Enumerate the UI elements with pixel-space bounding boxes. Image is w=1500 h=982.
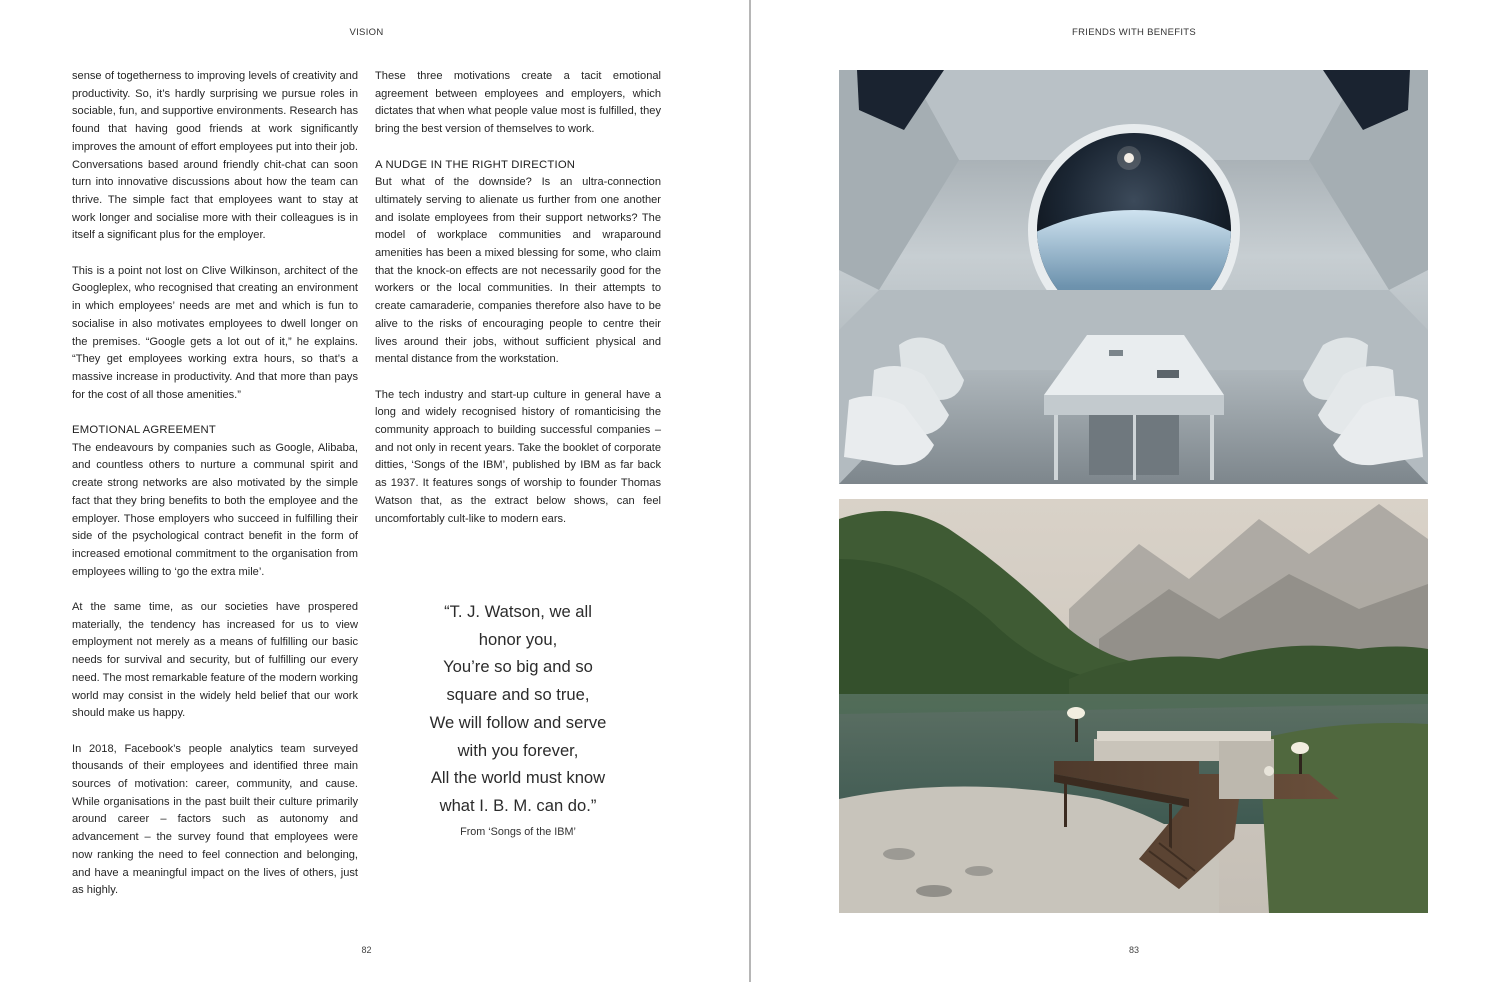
quote-line: “T. J. Watson, we all bbox=[444, 602, 592, 621]
paragraph: The tech industry and start-up culture in general have a long and widely recognised history of romanticising the community approach to building successful companies – and not only in recent years. Take the booklet of corporate ditties, ‘Songs of the IBM’, published by IBM as far back as 1937. It features songs of worship to founder Thomas Watson that, as the extract below shows, can feel uncomfortably cult-like to modern ears. bbox=[375, 388, 661, 525]
pull-quote bbox=[375, 598, 661, 840]
page-number-left: 82 bbox=[361, 945, 372, 955]
quote-line: honor you, bbox=[478, 629, 558, 649]
paragraph: These three motivations create a tacit emotional agreement between employees and employers, which dictates that when what people value most is fulfilled, they bring the best version of themselves to work. bbox=[375, 70, 661, 136]
paragraph: At the same time, as our societies have prospered materially, the tendency has increased for us to view employment not merely as a means of fulfilling our basic needs for survival and security, but of fulfilling our every need. The most remarkable feature of the modern working world may consist in the widely held belief that our work should make us happy. bbox=[72, 601, 358, 720]
quote-line: All the world must know bbox=[430, 768, 606, 788]
quote-line: We will follow and serve bbox=[429, 712, 607, 732]
quote-source: From ‘Songs of the IBM’ bbox=[460, 825, 576, 838]
section-heading: EMOTIONAL AGREEMENT bbox=[72, 424, 216, 437]
paragraph: The endeavours by companies such as Google, Alibaba, and countless others to nurture a communal spirit and create strong networks are also motivated by the simple fact that they bring benefits to both the employee and the employer. Those employers who succeed in fulfilling their side of the psychological contract benefit in the form of increased emotional commitment to the organisation from employees willing to ‘go the extra mile’. bbox=[72, 441, 358, 578]
quote-line: what I. B. M. can do.” bbox=[439, 795, 597, 815]
paragraph: sense of togetherness to improving levels of creativity and productivity. So, it’s hardly surprising we pursue roles in sociable, fun, and supportive environments. Research has found that having good friends at work significantly improves the amount of effort employees put into their job. Conversations based around friendly chit-chat can soon turn into innovative discussions about how the team can thrive. The simple fact that employees want to stay at work longer and socialise more with their colleagues is in itself a significant plus for the employer. bbox=[72, 70, 358, 242]
paragraph: But what of the downside? Is an ultra-connection ultimately serving to alienate us further from one another and isolate employees from their support networks? The model of workplace communities and wraparound amenities has been a mixed blessing for some, who claim that the knock-on effects are not necessarily good for the workers or the local communities. In their attempts to create camaraderie, companies therefore also have to be alive to the risks of encouraging people to centre their lives around their jobs, without sufficient physical and mental distance from the workstation. bbox=[375, 176, 661, 366]
left-page bbox=[0, 0, 749, 982]
quote-line: with you forever, bbox=[457, 740, 579, 760]
quote-line: square and so true, bbox=[446, 685, 590, 705]
text-column-1 bbox=[72, 68, 358, 918]
running-head-right: FRIENDS WITH BENEFITS bbox=[1072, 27, 1196, 38]
text-column-2 bbox=[375, 68, 661, 546]
paragraph: In 2018, Facebook’s people analytics team surveyed thousands of their employees and identified three main sources of motivation: career, community, and cause. While organisations in the past built their culture primarily around career – factors such as autonomy and advancement – the survey found that employees were now ranking the need to feel connection and belonging, and have a meaningful impact on the lives of others, just as highly. bbox=[72, 742, 358, 897]
page-number-right: 83 bbox=[1128, 945, 1139, 955]
running-head-left: VISION bbox=[349, 27, 384, 38]
section-heading: A NUDGE IN THE RIGHT DIRECTION bbox=[375, 158, 576, 171]
paragraph: This is a point not lost on Clive Wilkinson, architect of the Googleplex, who recognised that creating an environment in which employees’ needs are met and which is fun to socialise in also motivates employees to dwell longer on the premises. “Google gets a lot out of it,” he explains. “They get employees working extra hours, so that’s a massive increase in productivity. And that more than pays for the cost of all those amenities.” bbox=[72, 264, 358, 401]
lakeside-deck-photo bbox=[839, 499, 1428, 913]
quote-line: You’re so big and so bbox=[443, 657, 593, 677]
space-pod-interior-photo bbox=[839, 70, 1428, 484]
right-page bbox=[751, 0, 1500, 982]
